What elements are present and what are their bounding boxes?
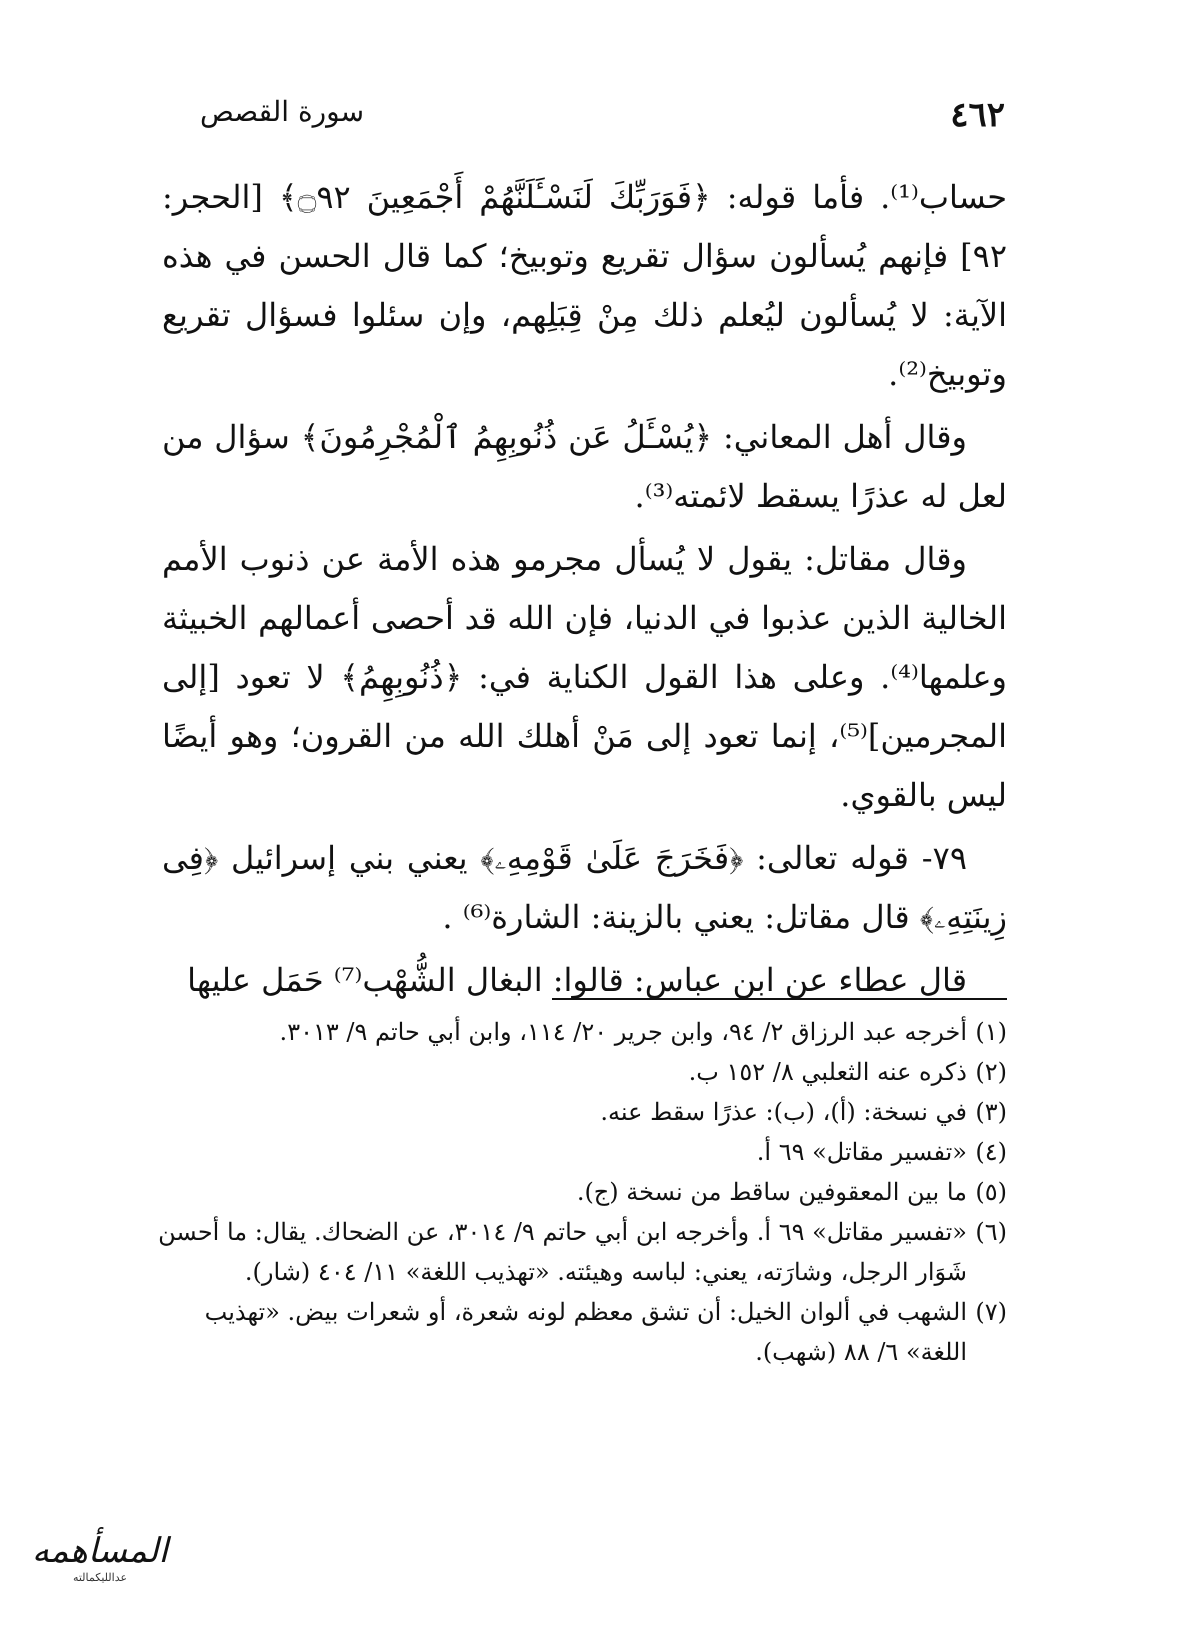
footnote-text: ما بين المعقوفين ساقط من نسخة (ج). [576, 1178, 967, 1206]
footnote [147, 1052, 1007, 1092]
footnote-divider [552, 998, 1007, 1000]
footnote [147, 1092, 1007, 1132]
footnote [147, 1012, 1007, 1052]
footnotes [147, 1012, 1007, 1372]
running-title: سورة القصص [200, 95, 365, 128]
paragraph-3: وقال مقاتل: يقول لا يُسأل مجرمو هذه الأمة عن ذنوب الأمم الخالية الذين عذبوا في الدنيا، فإن الله قد أحصى أعمالهم الخبيثة وعلمها⁽⁴⁾. وعلى هذا القول الكناية في: ﴿ذُنُوبِهِمُ﴾ لا تعود [إلى المجرمين]⁽⁵⁾، إنما تعود إلى مَنْ أهلك الله من القرون؛ وهو أيضًا ليس بالقوي. [162, 540, 1008, 814]
footnote-text: «تفسير مقاتل» ٦٩ أ. [756, 1138, 967, 1166]
footnote-text: أخرجه عبد الرزاق ٢/ ٩٤، وابن جرير ٢٠/ ١١٤، وابن أبي حاتم ٩/ ٣٠١٣. [279, 1018, 967, 1046]
footnote [147, 1172, 1007, 1212]
paragraph-1: حساب⁽¹⁾. فأما قوله: ﴿فَوَرَبِّكَ لَنَسْـَٔلَنَّهُمْ أَجْمَعِينَ ۝٩٢﴾ [الحجر: ٩٢] فإنهم يُسألون سؤال تقريع وتوبيخ؛ كما قال الحسن في هذه الآية: لا يُسألون ليُعلم ذلك مِنْ قِبَلِهم، وإن سئلوا فسؤال تقريع وتوبيخ⁽²⁾. [162, 178, 1008, 393]
paragraph-2: وقال أهل المعاني: ﴿يُسْـَٔلُ عَن ذُنُوبِهِمُ ٱلْمُجْرِمُونَ﴾ سؤال من لعل له عذرًا يسقط لائمته⁽³⁾. [162, 418, 1007, 515]
footnote [147, 1292, 1007, 1372]
page-header [180, 95, 1005, 135]
watermark-logo [30, 1531, 170, 1595]
footnote [147, 1212, 1007, 1292]
footnote-number: (٣) [975, 1098, 1007, 1126]
footnote [147, 1132, 1007, 1172]
footnote-text: ذكره عنه الثعلبي ٨/ ١٥٢ ب. [688, 1058, 967, 1086]
footnote-number: (٢) [975, 1058, 1007, 1086]
main-text [162, 168, 1007, 1014]
paragraph-5: قال عطاء عن ابن عباس: قالوا: البغال الشُّهْب⁽⁷⁾ حَمَل عليها [187, 961, 967, 999]
watermark-logo-main: المسأهمه [32, 1531, 168, 1571]
footnote-number: (٦) [975, 1218, 1007, 1246]
footnote-number: (٧) [975, 1298, 1007, 1326]
footnote-number: (٥) [975, 1178, 1007, 1206]
footnote-text: في نسخة: (أ)، (ب): عذرًا سقط عنه. [600, 1098, 967, 1126]
paragraph-4: ٧٩- قوله تعالى: ﴿فَخَرَجَ عَلَىٰ قَوْمِهِۦ﴾ يعني بني إسرائيل ﴿فِى زِينَتِهِۦ﴾ قال مقاتل: يعني بالزينة: الشارة⁽⁶⁾ . [162, 839, 1007, 936]
watermark-logo-sub: عدالليكمالته [72, 1571, 128, 1584]
page-number: ٤٦٢ [950, 95, 1005, 135]
footnote-number: (٤) [975, 1138, 1007, 1166]
footnote-number: (١) [975, 1018, 1007, 1046]
footnote-text: «تفسير مقاتل» ٦٩ أ. وأخرجه ابن أبي حاتم ٩/ ٣٠١٤، عن الضحاك. يقال: ما أحسن شَوَار الرجل، وشارَته، يعني: لباسه وهيئته. «تهذيب اللغة» ١١/ ٤٠٤ (شار). [158, 1218, 967, 1286]
footnote-text: الشهب في ألوان الخيل: أن تشق معظم لونه شعرة، أو شعرات بيض. «تهذيب اللغة» ٦/ ٨٨ (شهب). [204, 1298, 967, 1366]
